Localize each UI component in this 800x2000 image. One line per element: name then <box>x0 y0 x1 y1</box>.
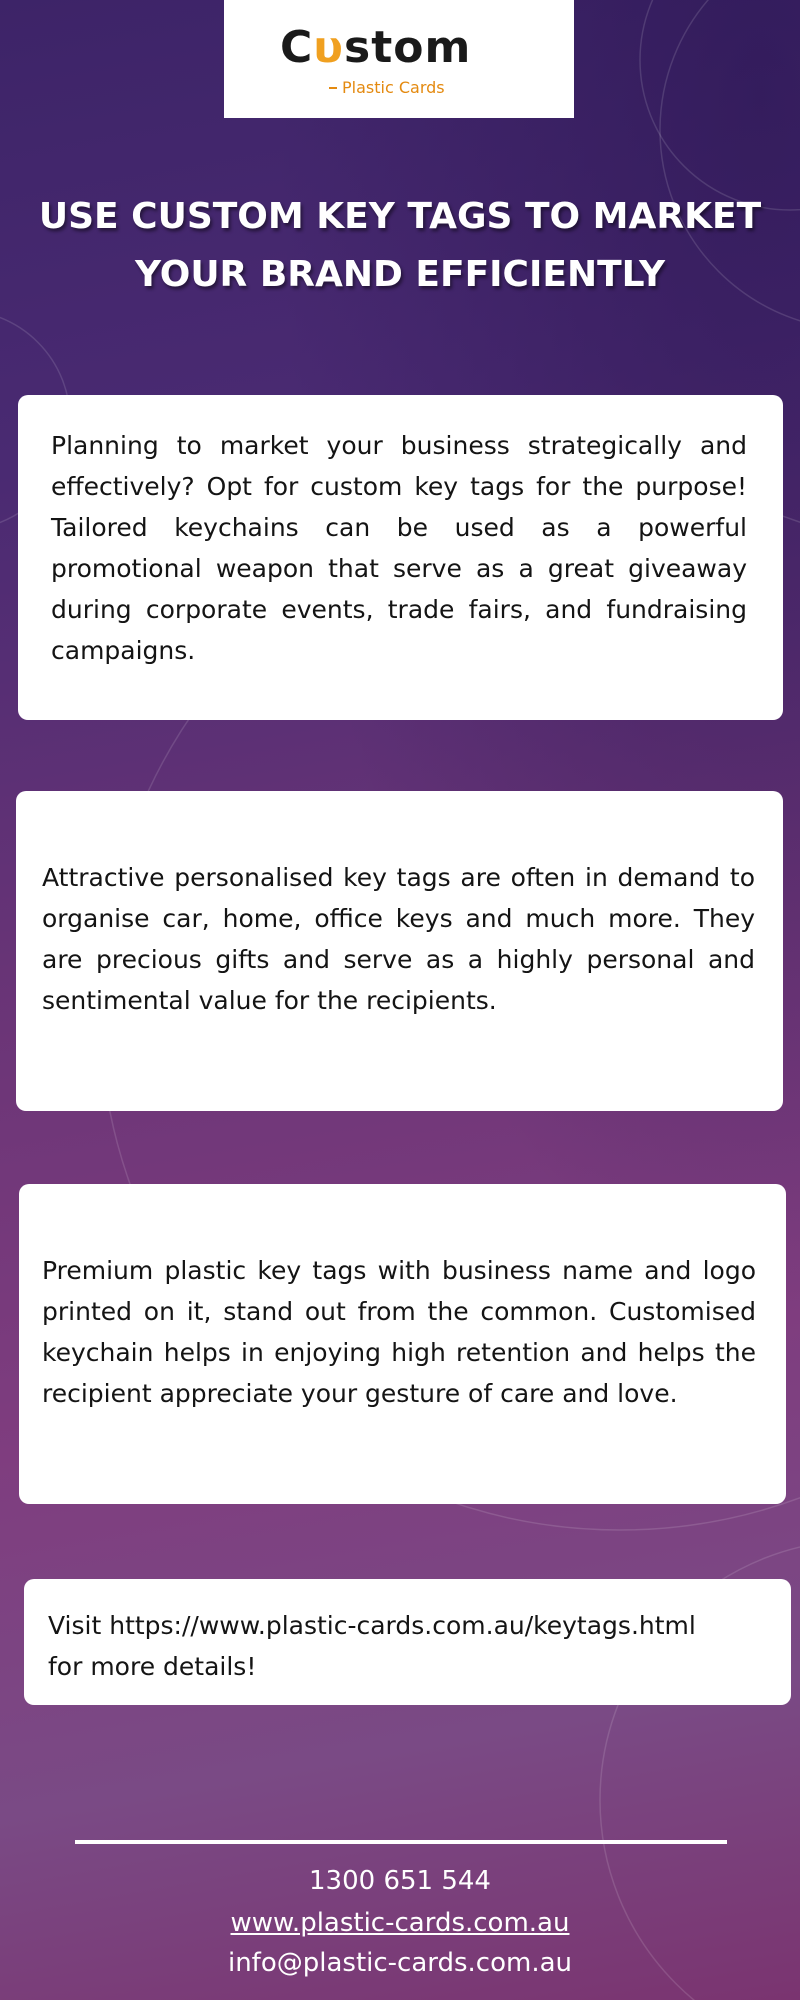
page-title <box>20 188 780 304</box>
logo-letter: C <box>280 22 314 73</box>
card-text: Planning to market your business strategically and effectively? Opt for custom key tags for the purpose! Tailored keychains can be used as a powerful promotional weapon that serve as a great giveaway during corporate events, trade fairs, and fundraising campaigns. <box>51 431 747 665</box>
logo-accent-letter: υ <box>313 22 345 73</box>
contact-website-link[interactable]: www.plastic-cards.com.au <box>230 1908 570 1938</box>
info-card-visit[interactable] <box>24 1579 791 1705</box>
info-card-personalised <box>16 791 783 1111</box>
contact-phone[interactable]: 1300 651 544 <box>309 1866 491 1896</box>
card-text: Premium plastic key tags with business name and logo printed on it, stand out from the common. Customised keychain helps in enjoying high retention and helps the recipient appreciate your gesture of care and love. <box>42 1256 756 1408</box>
contact-email[interactable]: info@plastic-cards.com.au <box>227 1948 573 1978</box>
logo-tagline: Plastic Cards <box>342 78 445 97</box>
logo-letters: stom <box>344 22 472 73</box>
visit-text <box>48 1605 767 1687</box>
title-line-2: YOUR BRAND EFFICIENTLY <box>134 254 666 295</box>
info-card-marketing <box>18 395 783 720</box>
logo[interactable] <box>224 0 574 118</box>
card-text: Attractive personalised key tags are often in demand to organise car, home, office keys and much more. They are precious gifts and serve as a highly personal and sentimental value for the recipients. <box>42 863 755 1015</box>
footer-divider <box>75 1840 727 1844</box>
info-card-premium <box>19 1184 786 1504</box>
logo-dash-mark <box>329 87 337 89</box>
logo-wordmark <box>280 22 472 73</box>
visit-line-1[interactable]: Visit https://www.plastic-cards.com.au/keytags.html <box>48 1611 696 1640</box>
title-line-1: USE CUSTOM KEY TAGS TO MARKET <box>38 196 762 237</box>
visit-line-2: for more details! <box>48 1652 257 1681</box>
